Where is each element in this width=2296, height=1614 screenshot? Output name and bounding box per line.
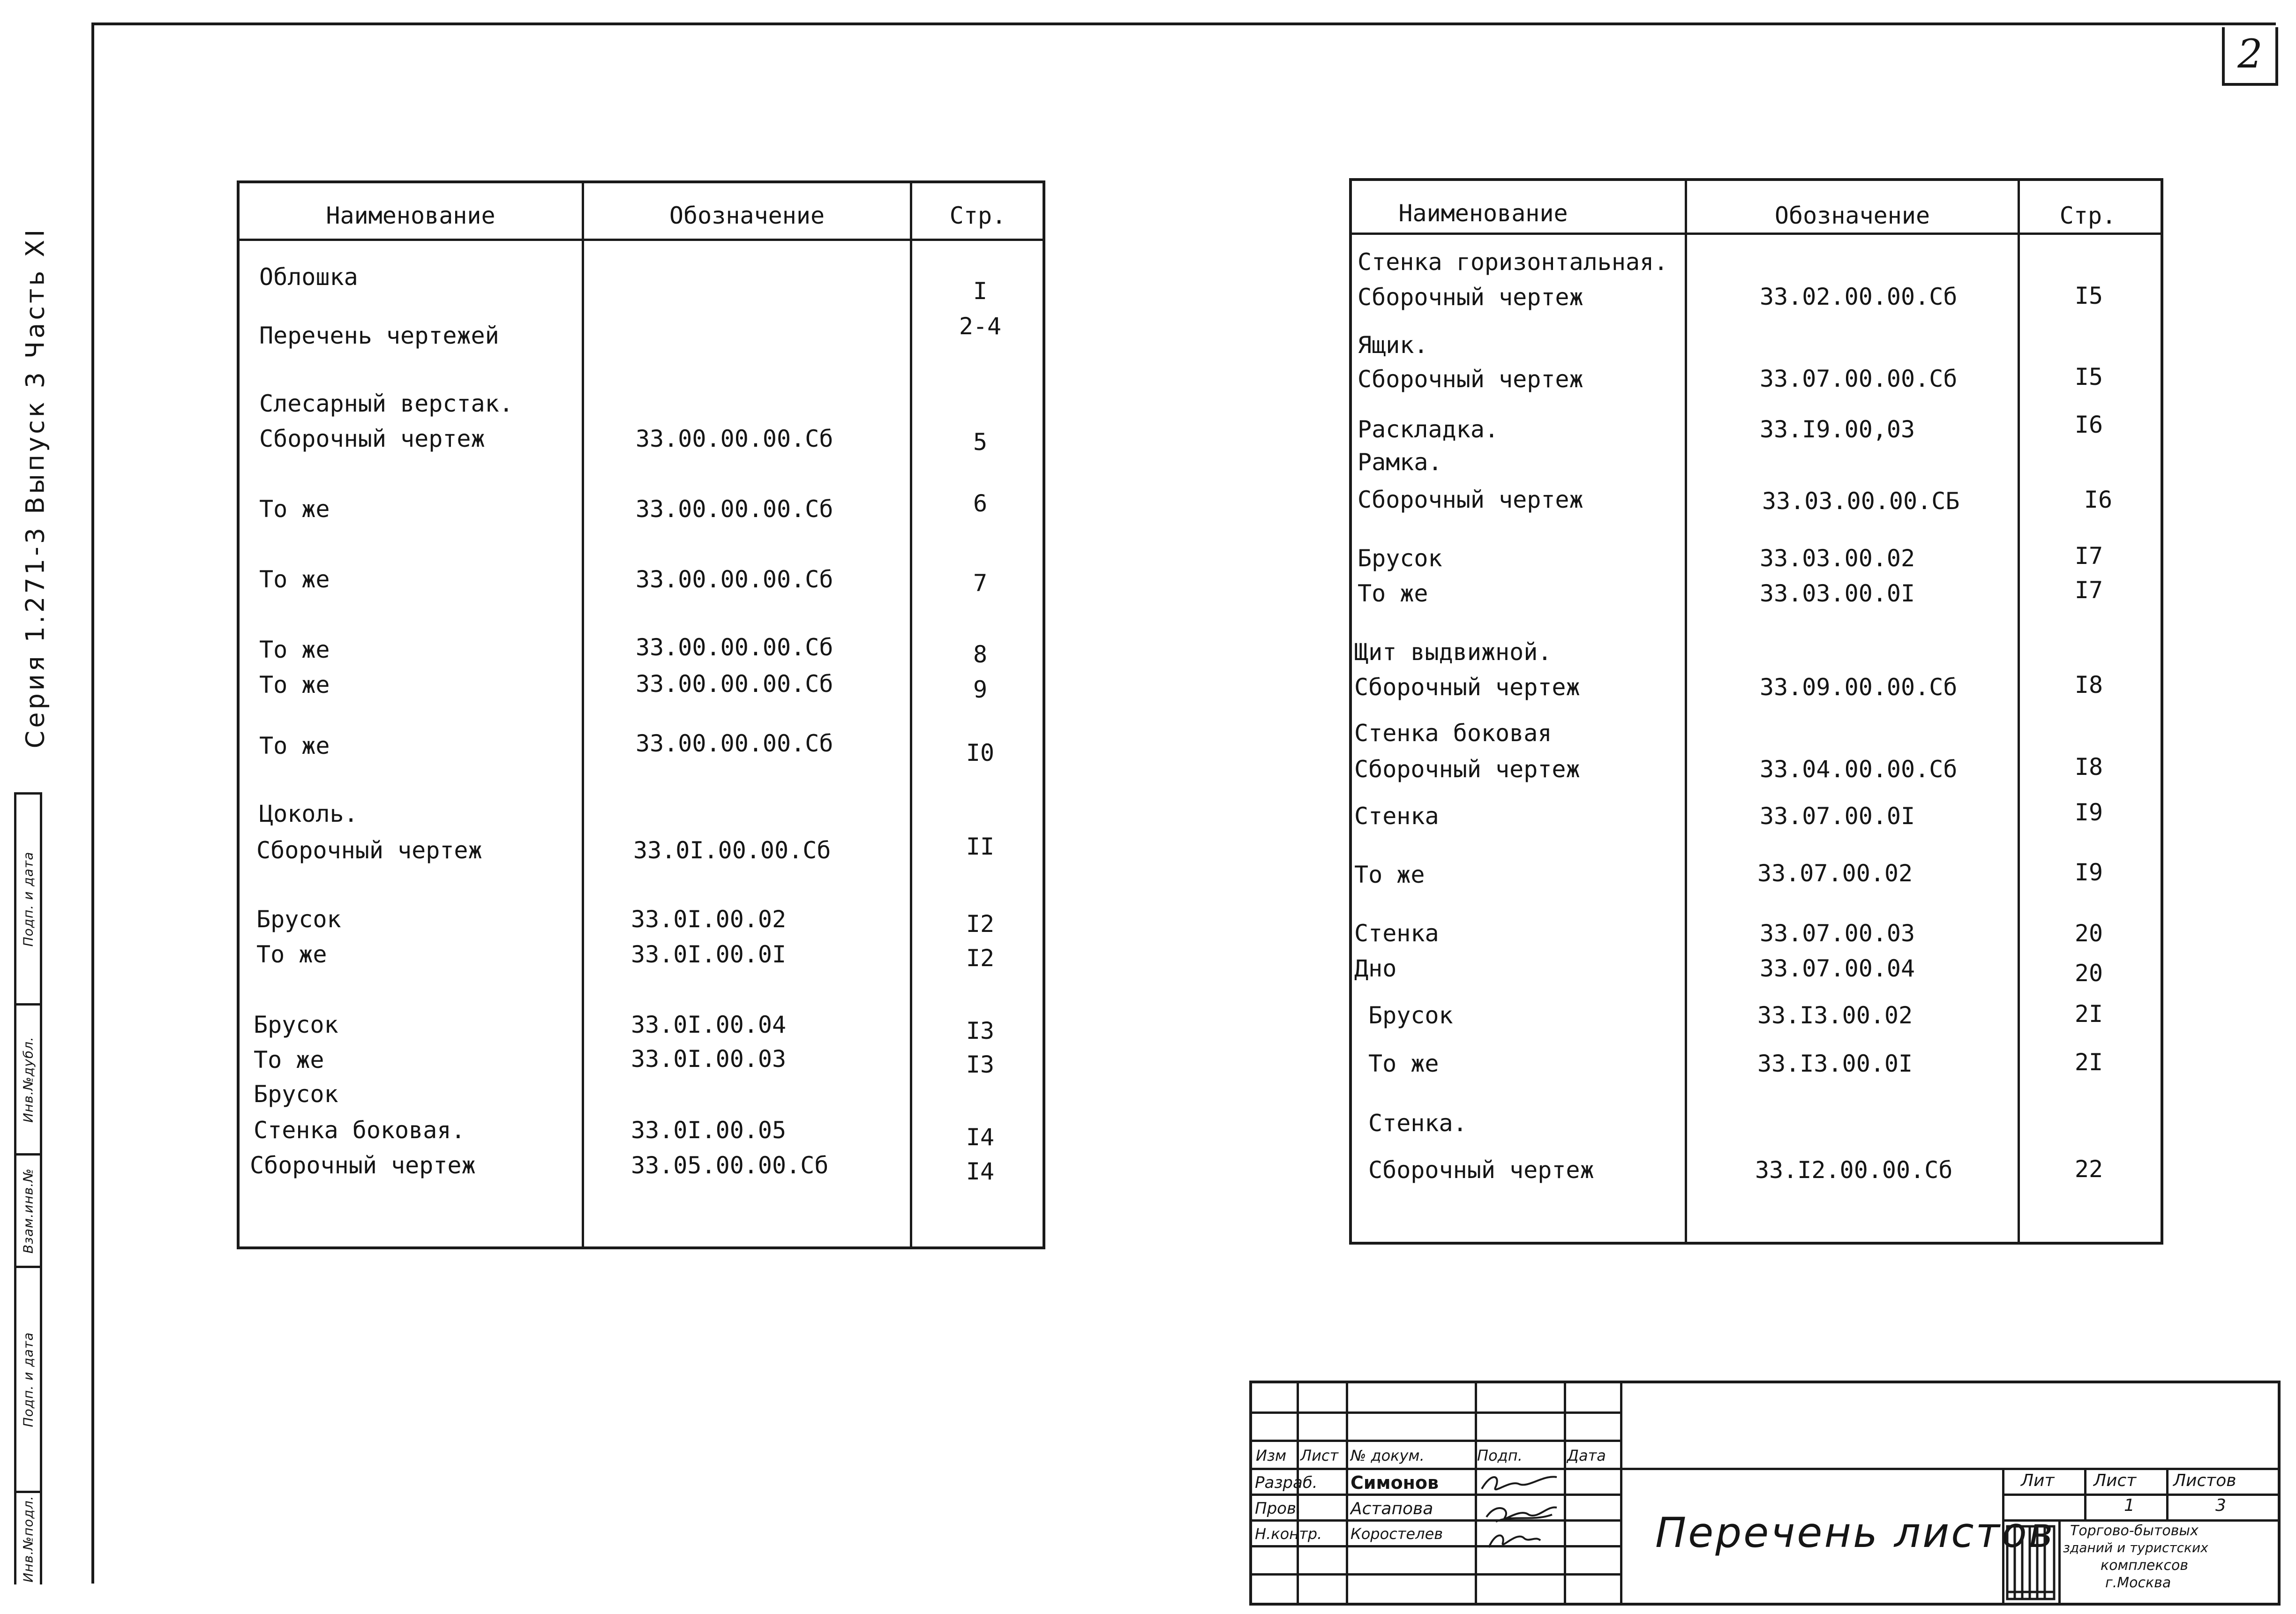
row-designation: 33.03.00.00.СБ (1762, 488, 1960, 515)
stamp-cell-inv-podl (16, 1491, 40, 1584)
row-designation: 33.00.00.00.Сб (636, 730, 833, 757)
row-name: То же (1354, 861, 1425, 888)
row-page: I2 (966, 910, 995, 938)
row-page: I5 (2074, 282, 2103, 309)
row-page: I9 (2074, 799, 2103, 826)
row-name: Перечень чертежей (259, 322, 499, 349)
row-page: I5 (2074, 363, 2103, 390)
row-page: II (966, 833, 995, 860)
row-page: I9 (2074, 859, 2103, 886)
row-name: То же (256, 941, 327, 968)
sheet-number-box (2222, 27, 2278, 86)
row-name: Сборочный чертеж (1354, 756, 1580, 783)
row-designation: 33.07.00.02 (1757, 860, 1913, 887)
row-page: 20 (2074, 920, 2103, 947)
grid-line (1252, 1494, 1622, 1496)
sheet-value: 1 (2124, 1496, 2135, 1515)
row-page: 2I (2074, 1049, 2103, 1076)
sheet-number: 2 (2237, 31, 2263, 77)
row-page: I7 (2074, 542, 2103, 570)
row-designation: 33.0I.00.0I (631, 941, 787, 968)
row-page: 20 (2074, 960, 2103, 987)
row-designation: 33.05.00.00.Сб (631, 1152, 829, 1179)
row-designation: 33.I9.00,03 (1760, 416, 1915, 443)
row-designation: 33.I2.00.00.Сб (1755, 1156, 1953, 1184)
row-name: Ящик. (1358, 331, 1428, 359)
org-line-1: Торгово-бытовых (2070, 1523, 2198, 1539)
margin-stamp (14, 792, 42, 1584)
sheets-label: Листов (2173, 1471, 2236, 1490)
sheets-value: 3 (2215, 1496, 2226, 1515)
row-page: I3 (966, 1051, 995, 1078)
row-page: 7 (973, 570, 988, 597)
series-label (19, 197, 52, 778)
series-text: Серия 1.271-3 Выпуск 3 Часть XI (20, 226, 50, 749)
row-name: То же (259, 732, 330, 759)
row-name: Стенка горизонтальная. (1358, 248, 1668, 276)
name-norm-control: Коростелев (1351, 1525, 1443, 1543)
row-name: Сборочный чертеж (1368, 1156, 1594, 1184)
row-name: Брусок (1358, 545, 1442, 572)
document-title: Перечень листов (1655, 1509, 2055, 1557)
drawings-list-table-right (1349, 178, 2163, 1245)
row-designation: 33.0I.00.00.Сб (633, 837, 831, 864)
header-sign: Подп. (1477, 1447, 1523, 1464)
stamp-cell-podp-data-2 (16, 792, 40, 1003)
grid-line (1620, 1468, 2279, 1470)
row-designation: 33.0I.00.02 (631, 906, 787, 933)
role-developer: Разраб. (1255, 1473, 1318, 1492)
row-page: I2 (966, 945, 995, 972)
row-page: 8 (973, 641, 988, 668)
row-name: Стенка боковая (1354, 720, 1552, 747)
row-name: Облошка (259, 263, 358, 291)
institute-logo (2004, 1522, 2057, 1604)
grid-line (1252, 1573, 1622, 1576)
header-designation: Обозначение (669, 202, 825, 229)
row-page: I6 (2074, 411, 2103, 438)
column-divider (910, 183, 912, 1246)
row-name: Дно (1354, 955, 1397, 982)
grid-line (2058, 1519, 2061, 1604)
column-divider (2018, 181, 2020, 1242)
grid-line (1252, 1468, 1622, 1470)
grid-line (2002, 1494, 2279, 1496)
row-name: Щит выдвижной. (1354, 638, 1552, 666)
stamp-cell-vzam (16, 1153, 40, 1266)
row-designation: 33.00.00.00.Сб (636, 495, 833, 523)
row-designation: 33.00.00.00.Сб (636, 634, 833, 661)
row-designation: 33.02.00.00.Сб (1760, 283, 1958, 310)
row-name: То же (259, 566, 330, 593)
row-name: Стенка (1354, 803, 1439, 830)
stamp-text: Инв.№дубл. (20, 1036, 36, 1123)
stamp-text: Подп. и дата (20, 851, 36, 946)
row-name: То же (1358, 580, 1428, 607)
row-name: Брусок (254, 1011, 338, 1038)
row-name: Сборочный чертеж (259, 425, 485, 452)
lit-label: Лит (2021, 1471, 2055, 1490)
row-designation: 33.07.00.04 (1760, 955, 1915, 982)
org-line-2: зданий и туристских (2063, 1540, 2208, 1555)
header-doc: № докум. (1351, 1447, 1425, 1464)
grid-line (1252, 1519, 1622, 1522)
row-name: То же (254, 1046, 324, 1073)
org-line-3: комплексов (2101, 1557, 2189, 1574)
row-name: Слесарный верстак. (259, 390, 513, 417)
stamp-text: Подп. и дата (20, 1332, 36, 1427)
row-name: Цоколь. (259, 800, 358, 827)
row-page: I0 (966, 739, 995, 766)
row-designation: 33.07.00.0I (1760, 803, 1915, 830)
name-checker: Астапова (1351, 1499, 1433, 1518)
row-name: Рамка. (1358, 449, 1442, 476)
row-name: Брусок (256, 906, 341, 933)
column-divider (582, 183, 584, 1246)
signatures (1477, 1470, 1561, 1550)
row-designation: 33.07.00.03 (1760, 920, 1915, 947)
row-name: Брусок (254, 1081, 338, 1108)
row-name: То же (259, 636, 330, 663)
row-designation: 33.I3.00.0I (1757, 1050, 1913, 1077)
row-page: 22 (2074, 1156, 2103, 1183)
row-name: Сборочный чертеж (1354, 674, 1580, 701)
header-page: Стр. (949, 202, 1006, 229)
row-name: Стенка. (1368, 1110, 1467, 1137)
grid-line (1252, 1545, 1622, 1547)
column-divider (1685, 181, 1687, 1242)
row-page: I4 (966, 1124, 995, 1151)
grid-line (1252, 1411, 1622, 1414)
role-norm-control: Н.контр. (1255, 1525, 1322, 1543)
row-designation: 33.0I.00.03 (631, 1045, 787, 1073)
header-izm: Изм (1256, 1447, 1287, 1464)
row-page: I8 (2074, 753, 2103, 781)
name-developer: Симонов (1351, 1472, 1439, 1493)
row-designation: 33.07.00.00.Сб (1760, 365, 1958, 392)
row-name: Сборочный чертеж (1358, 486, 1583, 513)
grid-line (2084, 1468, 2086, 1522)
header-page: Стр. (2059, 202, 2116, 229)
row-page: 6 (973, 490, 988, 517)
row-designation: 33.09.00.00.Сб (1760, 674, 1958, 701)
role-checker: Пров. (1255, 1499, 1301, 1518)
row-page: I7 (2074, 577, 2103, 604)
row-designation: 33.03.00.02 (1760, 545, 1915, 572)
grid-line (1252, 1440, 1622, 1442)
stamp-cell-dubl (16, 1003, 40, 1153)
header-date: Дата (1567, 1447, 1606, 1464)
row-designation: 33.00.00.00.Сб (636, 425, 833, 452)
row-page: I3 (966, 1017, 995, 1044)
row-name: То же (259, 671, 330, 698)
sheet-label: Лист (2093, 1471, 2137, 1490)
header-name: Наименование (326, 202, 495, 229)
row-page: 9 (973, 676, 988, 703)
row-designation: 33.03.00.0I (1760, 580, 1915, 607)
row-designation: 33.00.00.00.Сб (636, 566, 833, 593)
stamp-text: Взам.инв.№ (20, 1168, 36, 1254)
header-designation: Обозначение (1774, 202, 1930, 229)
row-designation: 33.0I.00.04 (631, 1011, 787, 1038)
stamp-text: Инв.№подл. (20, 1495, 36, 1583)
row-page: 2I (2074, 1000, 2103, 1028)
row-page: I8 (2074, 671, 2103, 698)
row-designation: 33.00.00.00.Сб (636, 670, 833, 698)
header-name: Наименование (1398, 200, 1568, 227)
row-name: То же (1368, 1050, 1439, 1077)
header-divider (240, 239, 1043, 241)
row-page: I4 (966, 1158, 995, 1185)
row-name: Сборочный чертеж (1358, 284, 1583, 311)
row-designation: 33.0I.00.05 (631, 1117, 787, 1144)
row-name: Брусок (1368, 1002, 1453, 1029)
drawings-list-table-left (237, 180, 1045, 1249)
row-page: I6 (2084, 486, 2113, 513)
row-page: 5 (973, 428, 988, 456)
row-name: Сборочный чертеж (256, 837, 482, 864)
header-list: Лист (1300, 1447, 1339, 1464)
stamp-cell-podp-data-1 (16, 1266, 40, 1491)
row-page: I (973, 278, 988, 305)
row-name: Стенка боковая. (254, 1117, 465, 1144)
row-name: То же (259, 495, 330, 523)
header-divider (1352, 233, 2161, 235)
row-name: Сборочный чертеж (1358, 366, 1583, 393)
row-name: Раскладка. (1358, 416, 1499, 443)
org-line-4: г.Москва (2105, 1575, 2171, 1591)
row-name: Стенка (1354, 920, 1439, 947)
grid-line (2166, 1468, 2168, 1522)
row-designation: 33.I3.00.02 (1757, 1002, 1913, 1029)
title-block (1249, 1381, 2281, 1606)
row-name: Сборочный чертеж (250, 1152, 476, 1179)
row-page: 2-4 (959, 313, 1002, 340)
row-designation: 33.04.00.00.Сб (1760, 756, 1958, 783)
